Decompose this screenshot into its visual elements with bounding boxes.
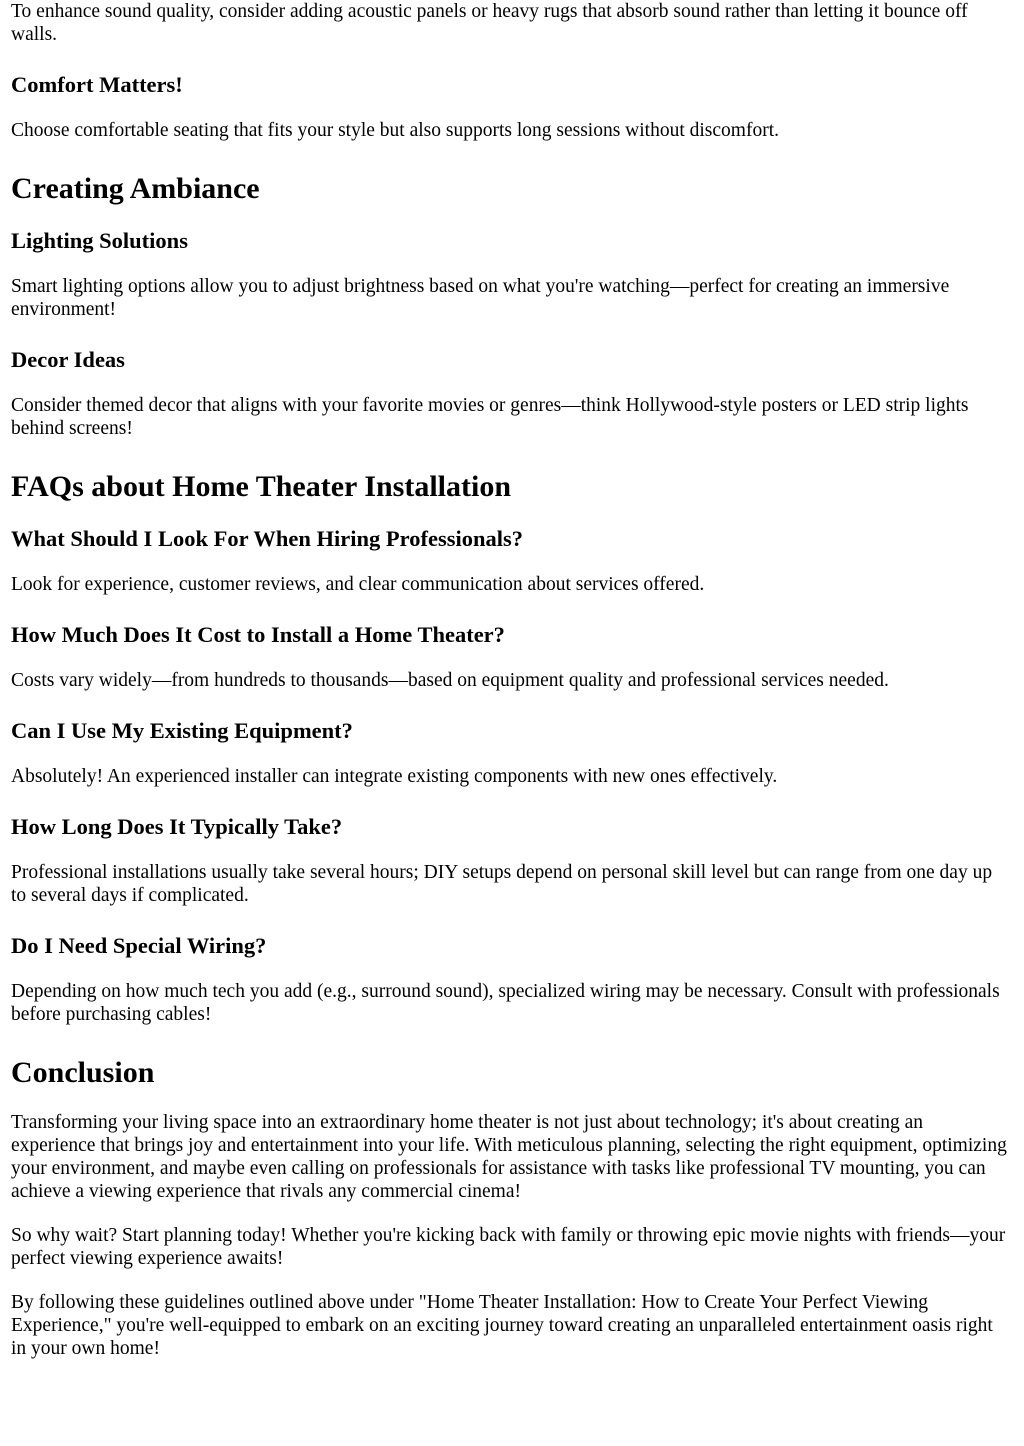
faq-answer-special-wiring: Depending on how much tech you add (e.g., surround sound), specialized wiring may be necessary. Consult with professionals before purchasing cables! [11, 981, 1000, 1025]
paragraph-comfortable-seating: Choose comfortable seating that fits your style but also supports long sessions without discomfort. [11, 120, 780, 141]
heading-lighting-solutions: Lighting Solutions [11, 228, 188, 253]
faq-question-cost: How Much Does It Cost to Install a Home Theater? [11, 622, 505, 647]
faq-answer-existing-equipment: Absolutely! An experienced installer can integrate existing components with new ones effectively. [11, 766, 778, 787]
paragraph-themed-decor: Consider themed decor that aligns with your favorite movies or genres—think Hollywood-style posters or LED strip lights behind screens! [11, 395, 969, 439]
faq-answer-cost: Costs vary widely—from hundreds to thousands—based on equipment quality and professional services needed. [11, 670, 889, 691]
faq-question-special-wiring: Do I Need Special Wiring? [11, 933, 267, 958]
heading-comfort-matters: Comfort Matters! [11, 72, 183, 97]
heading-conclusion: Conclusion [11, 1056, 155, 1089]
heading-creating-ambiance: Creating Ambiance [11, 172, 260, 205]
faq-question-duration: How Long Does It Typically Take? [11, 814, 343, 839]
paragraph-smart-lighting: Smart lighting options allow you to adjust brightness based on what you're watching—perfect for creating an immersive environment! [11, 276, 950, 320]
faq-answer-hiring-professionals: Look for experience, customer reviews, and clear communication about services offered. [11, 574, 705, 595]
heading-decor-ideas: Decor Ideas [11, 347, 125, 372]
paragraph-conclusion-transforming: Transforming your living space into an extraordinary home theater is not just about technology; it's about creating an experience that brings joy and entertainment into your life. With meticulous planning, selecting the right equipment, optimizing your environment, and maybe even calling on professionals for assistance with tasks like professional TV mounting, you can achieve a viewing experience that rivals any commercial cinema! [11, 1112, 1007, 1202]
faq-answer-duration: Professional installations usually take several hours; DIY setups depend on personal skill level but can range from one day up to several days if complicated. [11, 862, 993, 906]
paragraph-acoustic-panels: To enhance sound quality, consider adding acoustic panels or heavy rugs that absorb sound rather than letting it bounce off walls. [11, 1, 968, 45]
heading-faqs: FAQs about Home Theater Installation [11, 470, 512, 503]
faq-question-hiring-professionals: What Should I Look For When Hiring Professionals? [11, 526, 523, 551]
faq-question-existing-equipment: Can I Use My Existing Equipment? [11, 718, 353, 743]
paragraph-conclusion-start-planning: So why wait? Start planning today! Whether you're kicking back with family or throwing epic movie nights with friends—your perfect viewing experience awaits! [11, 1225, 1006, 1269]
paragraph-conclusion-guidelines: By following these guidelines outlined above under "Home Theater Installation: How to Create Your Perfect Viewing Experience," you're well-equipped to embark on an exciting journey toward creating an unparalleled entertainment oasis right in your own home! [11, 1292, 993, 1359]
